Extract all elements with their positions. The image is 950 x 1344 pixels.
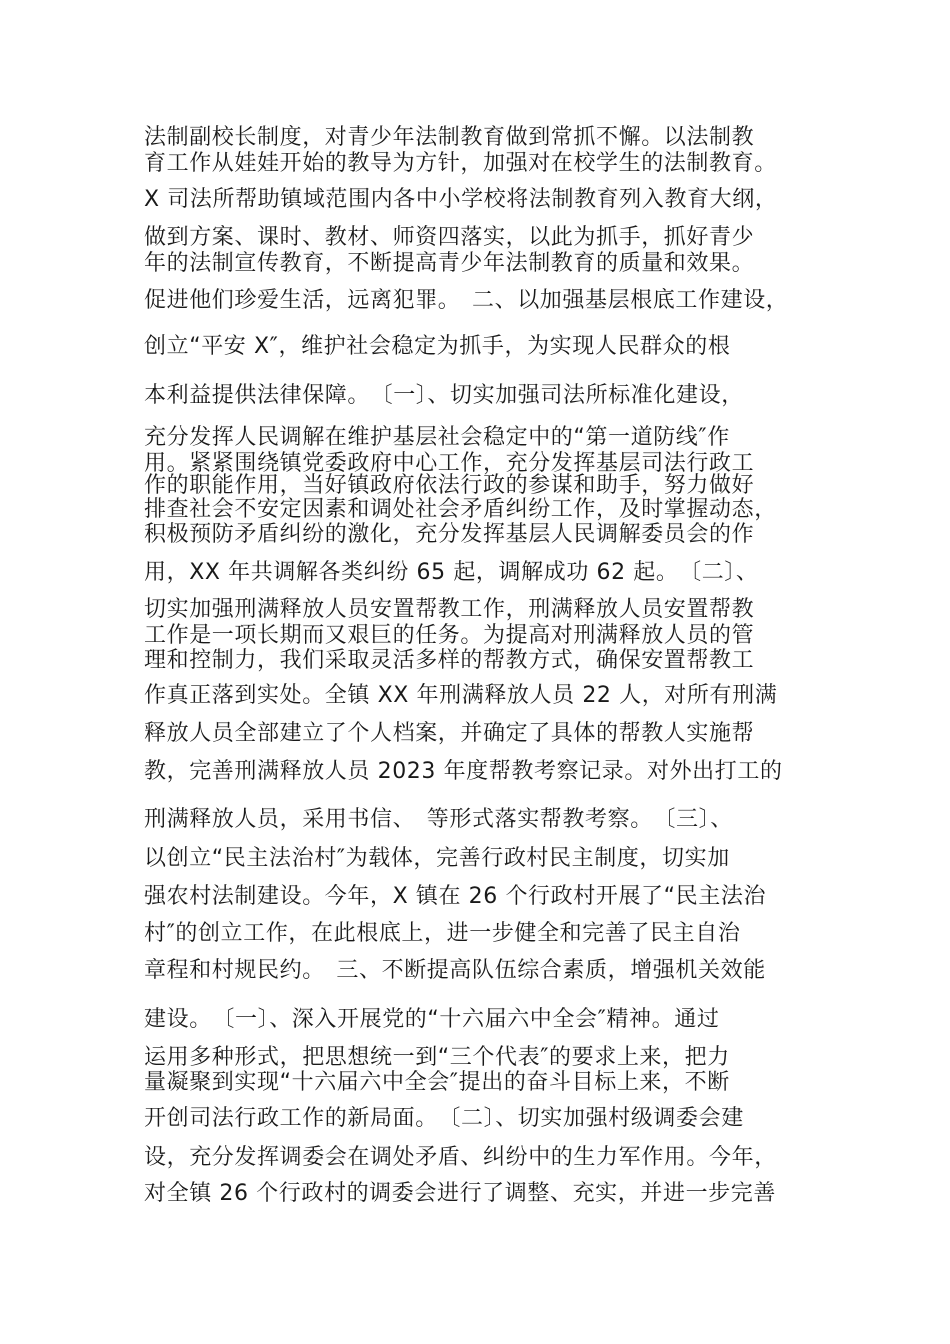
body-text-line: 用。紧紧围绕镇党委政府中心工作，充分发挥基层司法行政工 <box>144 451 755 476</box>
body-text-line: 作真正落到实处。全镇 XX 年刑满释放人员 22 人，对所有刑满 <box>144 683 778 708</box>
body-text-line: 村″的创立工作，在此根底上，进一步健全和完善了民主自治 <box>144 921 741 946</box>
body-text-line: 用，XX 年共调解各类纠纷 65 起，调解成功 62 起。 〔二〕、 <box>144 560 759 585</box>
body-text-line: 促进他们珍爱生活，远离犯罪。 二、以加强基层根底工作建设， <box>144 288 789 313</box>
body-text-line: 排查社会不安定因素和调处社会矛盾纠纷工作，及时掌握动态， <box>144 497 777 522</box>
body-text-line: 理和控制力，我们采取灵活多样的帮教方式，确保安置帮教工 <box>144 648 755 673</box>
body-text-line: 释放人员全部建立了个人档案，并确定了具体的帮教人实施帮 <box>144 721 755 746</box>
body-text-line: 对全镇 26 个行政村的调委会进行了调整、充实，并进一步完善 <box>144 1181 776 1206</box>
body-text-line: 设，充分发挥调委会在调处矛盾、纠纷中的生力军作用。今年， <box>144 1145 777 1170</box>
body-text-line: 本利益提供法律保障。 〔一〕、切实加强司法所标准化建设， <box>144 383 744 408</box>
body-text-line: 积极预防矛盾纠纷的激化，充分发挥基层人民调解委员会的作 <box>144 522 755 547</box>
body-text-line: 刑满释放人员，采用书信、 等形式落实帮教考察。 〔三〕、 <box>144 807 733 832</box>
body-text-line: 育工作从娃娃开始的教导为方针，加强对在校学生的法制教育。 <box>144 151 777 176</box>
body-text-line: 章程和村规民约。 三、不断提高队伍综合素质，增强机关效能 <box>144 958 766 983</box>
body-text-line: 开创司法行政工作的新局面。 〔二〕、切实加强村级调委会建 <box>144 1106 744 1131</box>
body-text-line: 量凝聚到实现“十六届六中全会″提出的奋斗目标上来，不断 <box>144 1070 730 1095</box>
body-text-line: 教，完善刑满释放人员 2023 年度帮教考察记录。对外出打工的 <box>144 759 783 784</box>
body-text-line: X 司法所帮助镇域范围内各中小学校将法制教育列入教育大纲， <box>144 187 778 212</box>
body-text-line: 做到方案、课时、教材、师资四落实，以此为抓手，抓好青少 <box>144 225 755 250</box>
body-text-line: 创立“平安 X″，维护社会稳定为抓手，为实现人民群众的根 <box>144 334 731 359</box>
body-text-line: 强农村法制建设。今年，X 镇在 26 个行政村开展了“民主法治 <box>144 884 767 909</box>
body-text-line: 法制副校长制度，对青少年法制教育做到常抓不懈。以法制教 <box>144 125 755 150</box>
body-text-line: 切实加强刑满释放人员安置帮教工作，刑满释放人员安置帮教 <box>144 597 755 622</box>
body-text-line: 工作是一项长期而又艰巨的任务。为提高对刑满释放人员的管 <box>144 623 755 648</box>
body-text-line: 年的法制宣传教育，不断提高青少年法制教育的质量和效果。 <box>144 251 755 276</box>
body-text-line: 充分发挥人民调解在维护基层社会稳定中的“第一道防线″作 <box>144 425 730 450</box>
body-text-line: 以创立“民主法治村″为载体，完善行政村民主制度，切实加 <box>144 846 730 871</box>
body-text-line: 建设。 〔一〕、深入开展党的“十六届六中全会″精神。通过 <box>144 1007 720 1032</box>
body-text-line: 作的职能作用，当好镇政府依法行政的参谋和助手，努力做好 <box>144 473 755 498</box>
body-text-line: 运用多种形式，把思想统一到“三个代表″的要求上来，把力 <box>144 1045 730 1070</box>
